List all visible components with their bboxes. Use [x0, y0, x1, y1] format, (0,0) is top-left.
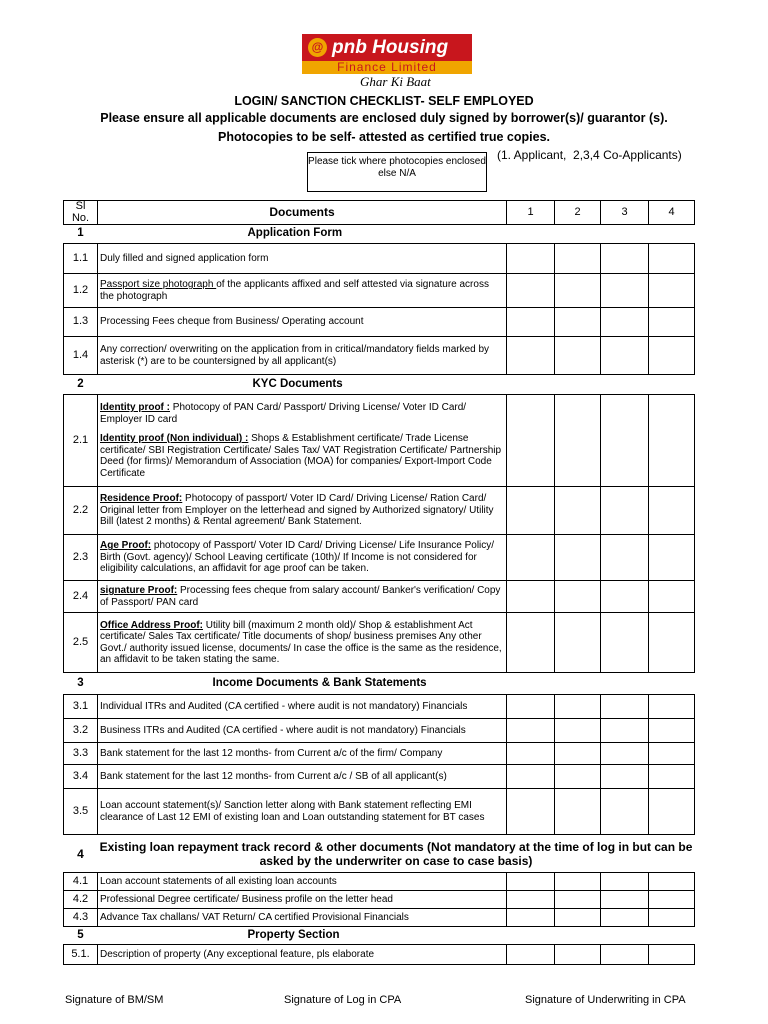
applicant-2-checkbox[interactable]	[555, 743, 601, 765]
signature-cpa-label: Signature of Log in CPA	[284, 994, 402, 1006]
applicant-4-checkbox[interactable]	[649, 487, 695, 535]
document-text: Individual ITRs and Audited (CA certified - where audit is not mandatory) Financials	[98, 695, 507, 719]
document-text: Bank statement for the last 12 months- from Current a/c of the firm/ Company	[98, 743, 507, 765]
document-label: Passport size photograph	[100, 279, 217, 290]
applicant-1-checkbox[interactable]	[507, 789, 555, 835]
document-label: Identity proof (Non individual) :	[100, 433, 249, 444]
table-row	[64, 891, 695, 909]
document-text: Description of property (Any exceptional feature, pls elaborate	[98, 945, 507, 965]
applicant-4-checkbox[interactable]	[649, 535, 695, 581]
tick-note-box: Please tick where photocopies enclosed else N/A	[307, 152, 487, 192]
section-row	[64, 927, 695, 945]
section-number: 3	[64, 673, 98, 695]
section-row	[64, 375, 695, 395]
section-row	[64, 835, 695, 873]
row-number: 2.1	[64, 395, 98, 487]
applicant-2-checkbox[interactable]	[555, 535, 601, 581]
applicant-4-checkbox[interactable]	[649, 743, 695, 765]
applicant-4-checkbox[interactable]	[649, 719, 695, 743]
row-number: 2.4	[64, 581, 98, 613]
row-number: 5.1.	[64, 945, 98, 965]
instruction-line: Please ensure all applicable documents are enclosed duly signed by borrower(s)/ guarantor (s).	[100, 111, 668, 125]
table-row	[64, 719, 695, 743]
applicant-2-checkbox[interactable]	[555, 244, 601, 274]
table-row	[64, 789, 695, 835]
applicant-3-checkbox[interactable]	[601, 789, 649, 835]
row-number: 1.4	[64, 337, 98, 375]
row-number: 1.3	[64, 308, 98, 337]
applicant-3-checkbox[interactable]	[601, 308, 649, 337]
row-number: 2.2	[64, 487, 98, 535]
document-detail: photocopy of Passport/ Voter ID Card/ Driving License/ Life Insurance Policy/ Birth (Govt. agency)/ School Leaving certificate (10th)/ If Income is not considered for eligibility calculations, an affidavit for age proof can be taken.	[100, 540, 495, 575]
applicant-1-checkbox[interactable]	[507, 337, 555, 375]
document-text: Advance Tax challans/ VAT Return/ CA certified Provisional Financials	[98, 909, 507, 927]
applicant-1-checkbox[interactable]	[507, 274, 555, 308]
applicant-2-checkbox[interactable]	[555, 945, 601, 965]
document-text: Bank statement for the last 12 months- from Current a/c / SB of all applicant(s)	[98, 765, 507, 789]
applicant-1-header: 1	[507, 201, 555, 225]
applicant-3-checkbox[interactable]	[601, 581, 649, 613]
table-row	[64, 613, 695, 673]
applicant-1-checkbox[interactable]	[507, 945, 555, 965]
row-number: 2.3	[64, 535, 98, 581]
document-text: Loan account statements of all existing loan accounts	[98, 873, 507, 891]
row-number: 3.4	[64, 765, 98, 789]
applicant-3-checkbox[interactable]	[601, 743, 649, 765]
row-number: 2.5	[64, 613, 98, 673]
logo-mark-icon: @	[308, 38, 327, 57]
table-row	[64, 743, 695, 765]
document-text: Processing Fees cheque from Business/ Operating account	[98, 308, 507, 337]
table-row	[64, 395, 695, 487]
document-label: signature Proof:	[100, 585, 178, 596]
instruction-line: Photocopies to be self- attested as certified true copies.	[217, 130, 551, 144]
applicant-1-checkbox[interactable]	[507, 581, 555, 613]
applicant-1-checkbox[interactable]	[507, 719, 555, 743]
applicant-4-checkbox[interactable]	[649, 337, 695, 375]
applicant-4-checkbox[interactable]	[649, 945, 695, 965]
applicant-2-checkbox[interactable]	[555, 695, 601, 719]
applicant-4-checkbox[interactable]	[649, 613, 695, 673]
applicant-3-checkbox[interactable]	[601, 337, 649, 375]
section-title: KYC Documents	[98, 375, 695, 395]
row-number: 1.1	[64, 244, 98, 274]
applicant-2-checkbox[interactable]	[555, 613, 601, 673]
applicant-2-checkbox[interactable]	[555, 719, 601, 743]
document-label: Office Address Proof:	[100, 619, 203, 631]
document-detail: Photocopy of PAN Card/ Passport/ Driving License/ Voter ID Card/ Employer ID card	[100, 402, 467, 425]
row-number: 4.2	[64, 891, 98, 909]
applicant-1-checkbox[interactable]	[507, 535, 555, 581]
row-number: 4.1	[64, 873, 98, 891]
document-detail: of the applicants affixed and self attested via signature across the photograph	[100, 279, 489, 302]
document-text: Duly filled and signed application form	[98, 244, 507, 274]
table-row	[64, 909, 695, 927]
applicant-2-checkbox[interactable]	[555, 395, 601, 487]
applicant-3-checkbox[interactable]	[601, 613, 649, 673]
table-row	[64, 581, 695, 613]
signature-bm-label: Signature of BM/SM	[65, 994, 164, 1006]
logo-subtitle: Finance Limited	[337, 60, 437, 74]
document-detail: Processing fees cheque from salary account/ Banker's verification/ Copy of Passport/ PAN card	[100, 585, 501, 608]
row-number: 3.5	[64, 789, 98, 835]
applicant-4-checkbox[interactable]	[649, 891, 695, 909]
applicant-3-checkbox[interactable]	[601, 244, 649, 274]
applicant-4-checkbox[interactable]	[649, 789, 695, 835]
applicant-1-checkbox[interactable]	[507, 487, 555, 535]
applicant-4-checkbox[interactable]	[649, 765, 695, 789]
section-title: Income Documents & Bank Statements	[98, 673, 695, 695]
applicant-4-checkbox[interactable]	[649, 695, 695, 719]
document-text	[98, 613, 507, 673]
applicant-1-checkbox[interactable]	[507, 613, 555, 673]
table-row	[64, 337, 695, 375]
applicant-2-checkbox[interactable]	[555, 337, 601, 375]
table-row	[64, 308, 695, 337]
applicant-4-checkbox[interactable]	[649, 581, 695, 613]
applicant-4-header: 4	[649, 201, 695, 225]
applicant-2-checkbox[interactable]	[555, 789, 601, 835]
table-row	[64, 487, 695, 535]
applicant-2-checkbox[interactable]	[555, 487, 601, 535]
applicant-1-checkbox[interactable]	[507, 891, 555, 909]
row-number: 4.3	[64, 909, 98, 927]
applicant-1-checkbox[interactable]	[507, 308, 555, 337]
document-label: Age Proof:	[100, 540, 152, 552]
documents-header: Documents	[98, 201, 507, 225]
checklist-table	[63, 200, 695, 965]
table-row	[64, 945, 695, 965]
document-text	[98, 581, 507, 613]
logo-name: pnb Housing	[332, 37, 449, 58]
document-text: Business ITRs and Audited (CA certified - where audit is not mandatory) Financials	[98, 719, 507, 743]
applicant-1-checkbox[interactable]	[507, 395, 555, 487]
document-detail: Photocopy of passport/ Voter ID Card/ Driving License/ Ration Card/ Original letter from Employer on the letterhead and signed by Authorized signatory/ Utility Bill (latest 2 months) & Rental agreement/ Bank Statement.	[100, 493, 494, 528]
section-title: Existing loan repayment track record & other documents (Not mandatory at the time of log in but can be asked by the underwriter on case to case basis)	[98, 835, 695, 873]
document-detail: Utility bill (maximum 2 month old)/ Shop & establishment Act certificate/ Sales Tax certificate/ Title documents of shop/ business premises Any other Govt./ authority issued license, documents/ In case the office is the same as the residence, an affidavit to be taken stating the same.	[100, 619, 502, 665]
row-number: 1.2	[64, 274, 98, 308]
document-label: Identity proof :	[100, 402, 170, 413]
document-text	[98, 487, 507, 535]
row-number: 3.1	[64, 695, 98, 719]
document-label: Residence Proof:	[100, 493, 183, 505]
applicant-2-header: 2	[555, 201, 601, 225]
document-text: Professional Degree certificate/ Business profile on the letter head	[98, 891, 507, 909]
applicant-1-checkbox[interactable]	[507, 765, 555, 789]
row-number: 3.3	[64, 743, 98, 765]
applicant-3-checkbox[interactable]	[601, 891, 649, 909]
section-title: Application Form	[98, 225, 695, 244]
applicant-4-checkbox[interactable]	[649, 274, 695, 308]
applicant-1-checkbox[interactable]	[507, 873, 555, 891]
table-row	[64, 765, 695, 789]
applicant-2-checkbox[interactable]	[555, 873, 601, 891]
document-text: Any correction/ overwriting on the application from in critical/mandatory fields marked by asterisk (*) are to be countersigned by all applicant(s)	[98, 337, 507, 375]
table-header-row	[64, 201, 695, 225]
applicant-3-checkbox[interactable]	[601, 873, 649, 891]
applicant-1-checkbox[interactable]	[507, 695, 555, 719]
applicant-3-checkbox[interactable]	[601, 274, 649, 308]
row-number: 3.2	[64, 719, 98, 743]
applicant-3-checkbox[interactable]	[601, 487, 649, 535]
applicant-2-checkbox[interactable]	[555, 765, 601, 789]
applicant-2-checkbox[interactable]	[555, 909, 601, 927]
applicants-note: (1. Applicant, 2,3,4 Co-Applicants)	[497, 148, 682, 162]
applicant-2-checkbox[interactable]	[555, 274, 601, 308]
applicant-3-checkbox[interactable]	[601, 945, 649, 965]
table-row	[64, 244, 695, 274]
document-text: Loan account statement(s)/ Sanction letter along with Bank statement reflecting EMI clearance of Last 12 EMI of existing loan and Loan outstanding statement for BT cases	[98, 789, 507, 835]
applicant-3-header: 3	[601, 201, 649, 225]
document-text	[98, 535, 507, 581]
table-row	[64, 873, 695, 891]
logo-tagline: Ghar Ki Baat	[360, 74, 431, 89]
applicant-3-checkbox[interactable]	[601, 719, 649, 743]
applicant-4-checkbox[interactable]	[649, 308, 695, 337]
document-text	[98, 274, 507, 308]
document-text	[98, 395, 507, 487]
signature-underwriting-label: Signature of Underwriting in CPA	[525, 994, 686, 1006]
applicant-4-checkbox[interactable]	[649, 244, 695, 274]
applicant-4-checkbox[interactable]	[649, 909, 695, 927]
applicant-2-checkbox[interactable]	[555, 891, 601, 909]
section-number: 2	[64, 375, 98, 395]
page-title: LOGIN/ SANCTION CHECKLIST- SELF EMPLOYED	[234, 94, 534, 108]
table-row	[64, 695, 695, 719]
applicant-2-checkbox[interactable]	[555, 581, 601, 613]
company-logo	[302, 34, 472, 74]
applicant-1-checkbox[interactable]	[507, 909, 555, 927]
applicant-4-checkbox[interactable]	[649, 395, 695, 487]
applicant-3-checkbox[interactable]	[601, 395, 649, 487]
applicant-3-checkbox[interactable]	[601, 909, 649, 927]
applicant-4-checkbox[interactable]	[649, 873, 695, 891]
table-row	[64, 535, 695, 581]
section-row	[64, 225, 695, 244]
section-number: 4	[64, 835, 98, 873]
applicant-3-checkbox[interactable]	[601, 765, 649, 789]
document-detail: Shops & Establishment certificate/ Trade License certificate/ SBI Registration Certificate/ Sales Tax/ VAT Registration Certificate/ Partnership Deed (for firms)/ Memorandum of Association (MOA) for companies/ Export-Import Code Certificate	[100, 433, 502, 479]
applicant-3-checkbox[interactable]	[601, 535, 649, 581]
section-row	[64, 673, 695, 695]
section-title: Property Section	[98, 927, 695, 945]
applicant-1-checkbox[interactable]	[507, 244, 555, 274]
section-number: 5	[64, 927, 98, 945]
applicant-2-checkbox[interactable]	[555, 308, 601, 337]
applicant-3-checkbox[interactable]	[601, 695, 649, 719]
section-number: 1	[64, 225, 98, 244]
applicant-1-checkbox[interactable]	[507, 743, 555, 765]
table-row	[64, 274, 695, 308]
sl-no-header: Sl No.	[64, 201, 98, 225]
